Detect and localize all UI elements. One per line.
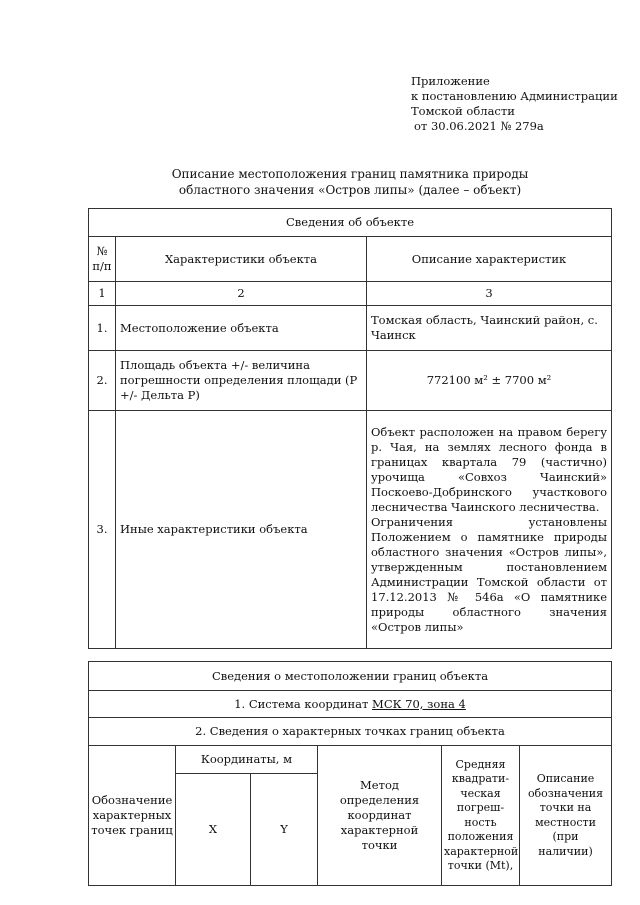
coordinate-system [89, 691, 612, 718]
row-num: 1. [89, 306, 116, 351]
col-y: Y [251, 774, 318, 886]
header-characteristics: Характеристики объекта [116, 237, 367, 282]
coordinate-system-label: 1. Система координат [234, 696, 373, 711]
row-characteristic: Площадь объекта +/- величина погрешности определения площади (Р +/- Дельта Р) [116, 351, 367, 411]
annex-line: Приложение [411, 74, 490, 88]
annex-line: к постановлению Администрации [411, 89, 618, 103]
description-paragraph: Объект расположен на правом берегу р. Чая, на землях лесного фонда в границах квартала 79 (частично) урочища «Совхоз Чаинский» Поскоево-Добринского участкового лесничества Чаинского лесничества. [371, 424, 608, 514]
annex-block [411, 74, 618, 134]
coordinate-system-value: МСК 70, зона 4 [372, 696, 466, 711]
annex-line: от 30.06.2021 № 279а [414, 119, 544, 133]
header-description: Описание характеристик [367, 237, 612, 282]
title-line: Описание местоположения границ памятника природы [171, 167, 529, 181]
section-header: Сведения о местоположении границ объекта [89, 662, 612, 691]
col-number: 3 [367, 282, 612, 306]
col-coordinates: Координаты, м [176, 746, 318, 774]
col-error: Средняя квадрати-ческая погреш-ность положения характерной точки (Mt), [442, 746, 520, 886]
annex-line: Томской области [411, 104, 515, 118]
row-characteristic: Иные характеристики объекта [116, 411, 367, 649]
subsection-header: 2. Сведения о характерных точках границ объекта [89, 718, 612, 746]
title-line: областного значения «Остров липы» (далее – объект) [178, 183, 522, 197]
header-num: № п/п [89, 237, 116, 282]
col-number: 1 [89, 282, 116, 306]
row-num: 3. [89, 411, 116, 649]
col-point-designation: Обозначение характерных точек границ [89, 746, 176, 886]
col-number: 2 [116, 282, 367, 306]
document-title [88, 166, 612, 198]
row-description [367, 411, 612, 649]
col-method: Метод определения координат характерной точки [318, 746, 442, 886]
object-info-table [88, 208, 612, 649]
section-header: Сведения об объекте [89, 209, 612, 237]
col-marking: Описание обозначения точки на местности (при наличии) [520, 746, 612, 886]
description-paragraph: Ограничения установлены Положением о памятнике природы областного значения «Остров липы», утвержденным постановлением Администрации Томской области от 17.12.2013 № 546а «О памятнике природы областного значения «Остров липы» [371, 514, 608, 634]
row-num: 2. [89, 351, 116, 411]
col-x: X [176, 774, 251, 886]
boundary-info-table [88, 661, 612, 886]
row-description: Томская область, Чаинский район, с. Чаинск [367, 306, 612, 351]
row-description: 772100 м² ± 7700 м² [367, 351, 612, 411]
row-characteristic: Местоположение объекта [116, 306, 367, 351]
